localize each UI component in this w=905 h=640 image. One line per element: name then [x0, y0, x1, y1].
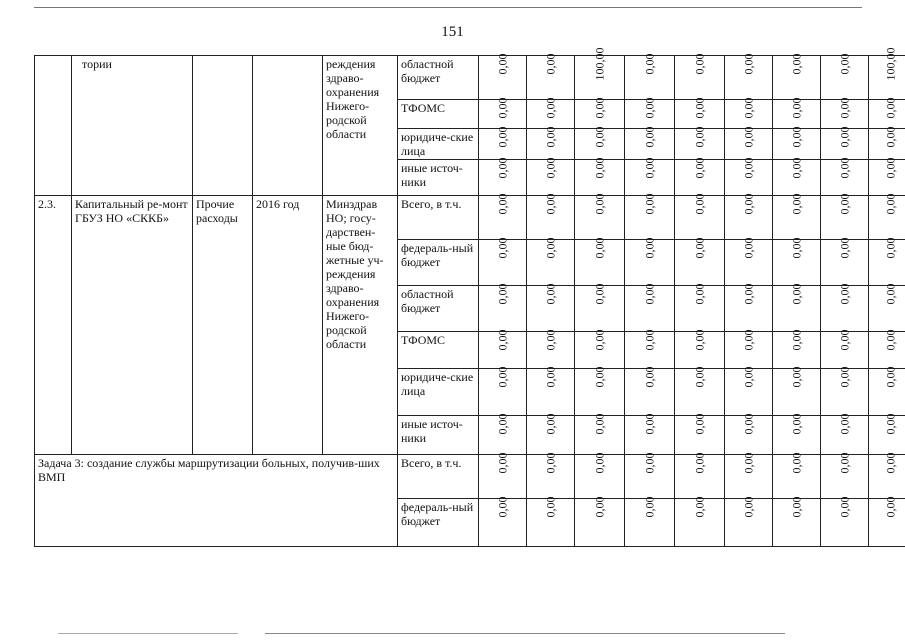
value-cell: [625, 126, 675, 160]
value-text: 0,00: [692, 283, 707, 305]
value-cell: [869, 496, 905, 547]
value-text: 0,00: [789, 237, 804, 259]
value-cell: [869, 157, 905, 196]
value-cell: [675, 237, 725, 286]
value-cell: [725, 237, 773, 286]
name-cell: тории: [72, 56, 193, 196]
value-cell: [479, 53, 527, 100]
value-cell: [869, 413, 905, 455]
value-cell: [773, 283, 821, 332]
value-text: 0,00: [495, 157, 510, 179]
value-cell: [479, 366, 527, 416]
value-cell: [575, 329, 625, 369]
value-text: 0,00: [692, 126, 707, 148]
value-cell: [625, 157, 675, 196]
value-text: 0,00: [837, 53, 852, 75]
value-text: 0,00: [495, 366, 510, 388]
value-cell: [625, 193, 675, 240]
value-text: 0,00: [642, 329, 657, 351]
value-cell: [527, 283, 575, 332]
value-text: 0,00: [642, 366, 657, 388]
value-cell: [625, 53, 675, 100]
value-cell: [725, 366, 773, 416]
table-row: [35, 455, 905, 499]
value-text: 0,00: [789, 283, 804, 305]
value-text: 0,00: [592, 452, 607, 474]
value-text: 0,00: [741, 157, 756, 179]
value-cell: [773, 126, 821, 160]
value-text: 0,00: [837, 413, 852, 435]
value-cell: [773, 496, 821, 547]
value-text: 0,00: [495, 283, 510, 305]
value-cell: [527, 366, 575, 416]
value-text: 0,00: [837, 97, 852, 119]
value-text: 0,00: [883, 97, 898, 119]
value-cell: [527, 413, 575, 455]
value-cell: [479, 283, 527, 332]
value-cell: [575, 193, 625, 240]
value-text: 0,00: [692, 53, 707, 75]
value-text: 0,00: [789, 157, 804, 179]
value-cell: [869, 366, 905, 416]
value-cell: [575, 366, 625, 416]
value-text: 0,00: [692, 157, 707, 179]
value-text: 100,00: [592, 47, 607, 81]
expense-type-cell: [193, 56, 253, 196]
value-cell: [675, 157, 725, 196]
value-text: 0,00: [741, 329, 756, 351]
value-text: 0,00: [692, 366, 707, 388]
value-text: 0,00: [741, 496, 756, 518]
value-text: 0,00: [543, 237, 558, 259]
value-cell: [725, 193, 773, 240]
bottom-rule-left: [58, 633, 238, 634]
value-text: 0,00: [543, 126, 558, 148]
value-text: 0,00: [495, 237, 510, 259]
value-text: 0,00: [883, 452, 898, 474]
number-cell: [35, 56, 72, 196]
value-cell: [821, 413, 869, 455]
value-cell: [527, 452, 575, 499]
value-text: 0,00: [741, 237, 756, 259]
value-cell: [773, 237, 821, 286]
value-text: 0,00: [543, 97, 558, 119]
funding-source-cell: федераль-ный бюджет: [398, 499, 479, 547]
item-number: 2.3.: [35, 196, 72, 455]
value-cell: [479, 496, 527, 547]
executor-cell: реждения здраво-охранения Нижего-родской области: [323, 56, 398, 196]
value-cell: [527, 126, 575, 160]
value-cell: [575, 496, 625, 547]
value-text: 0,00: [837, 366, 852, 388]
value-text: 0,00: [692, 329, 707, 351]
value-text: 0,00: [592, 366, 607, 388]
value-cell: [675, 366, 725, 416]
value-text: 0,00: [789, 496, 804, 518]
value-cell: [821, 157, 869, 196]
value-cell: [773, 97, 821, 129]
value-cell: [773, 157, 821, 196]
value-cell: [625, 496, 675, 547]
value-text: 0,00: [692, 237, 707, 259]
value-cell: [773, 193, 821, 240]
value-cell: [479, 413, 527, 455]
value-text: 0,00: [789, 452, 804, 474]
value-cell: [821, 193, 869, 240]
value-cell: [575, 413, 625, 455]
value-text: 0,00: [642, 53, 657, 75]
value-text: 0,00: [789, 413, 804, 435]
value-text: 0,00: [741, 193, 756, 215]
funding-source-cell: Всего, в т.ч.: [398, 455, 479, 499]
value-cell: [773, 366, 821, 416]
value-cell: [675, 193, 725, 240]
value-cell: [869, 47, 905, 100]
value-cell: [821, 366, 869, 416]
value-cell: [625, 237, 675, 286]
top-page-rule: [34, 7, 862, 8]
value-cell: [773, 413, 821, 455]
value-cell: [725, 53, 773, 100]
value-cell: [869, 283, 905, 332]
value-text: 0,00: [692, 97, 707, 119]
value-cell: [869, 193, 905, 240]
value-cell: [575, 97, 625, 129]
value-cell: [479, 157, 527, 196]
value-cell: [527, 53, 575, 100]
value-cell: [575, 452, 625, 499]
value-cell: [575, 283, 625, 332]
value-cell: [725, 413, 773, 455]
value-text: 0,00: [789, 193, 804, 215]
value-text: 0,00: [642, 283, 657, 305]
funding-source-cell: иные источ-ники: [398, 160, 479, 196]
value-text: 0,00: [741, 53, 756, 75]
value-cell: [575, 157, 625, 196]
value-cell: [725, 157, 773, 196]
value-text: 0,00: [495, 413, 510, 435]
value-text: 0,00: [692, 452, 707, 474]
value-text: 0,00: [741, 283, 756, 305]
page-number: 151: [441, 24, 464, 40]
value-text: 0,00: [883, 157, 898, 179]
period-cell: [253, 56, 323, 196]
funding-source-cell: федераль-ный бюджет: [398, 240, 479, 286]
table-row: [35, 196, 905, 240]
value-cell: [527, 496, 575, 547]
value-cell: [675, 53, 725, 100]
value-text: 0,00: [837, 452, 852, 474]
value-cell: [675, 413, 725, 455]
value-cell: [869, 329, 905, 369]
value-text: 100,00: [883, 47, 898, 81]
value-cell: [675, 283, 725, 332]
funding-source-cell: областной бюджет: [398, 56, 479, 100]
value-text: 0,00: [741, 413, 756, 435]
value-text: 0,00: [692, 193, 707, 215]
value-text: 0,00: [741, 452, 756, 474]
funding-source-cell: ТФОМС: [398, 100, 479, 129]
period: 2016 год: [253, 196, 323, 455]
value-cell: [479, 329, 527, 369]
value-text: 0,00: [883, 496, 898, 518]
value-cell: [479, 97, 527, 129]
expense-type: Прочие расходы: [193, 196, 253, 455]
value-cell: [725, 97, 773, 129]
task-title: Задача 3: создание службы маршрутизации больных, получив-ших ВМП: [35, 455, 398, 547]
value-cell: [869, 452, 905, 499]
value-cell: [821, 53, 869, 100]
value-text: 0,00: [642, 413, 657, 435]
funding-source-cell: юридиче-ские лица: [398, 369, 479, 416]
value-text: 0,00: [592, 193, 607, 215]
value-text: 0,00: [837, 237, 852, 259]
value-text: 0,00: [543, 53, 558, 75]
value-cell: [479, 452, 527, 499]
value-cell: [821, 237, 869, 286]
value-cell: [527, 97, 575, 129]
value-cell: [821, 329, 869, 369]
value-cell: [479, 237, 527, 286]
value-cell: [625, 366, 675, 416]
value-cell: [625, 283, 675, 332]
value-cell: [821, 126, 869, 160]
value-text: 0,00: [789, 329, 804, 351]
value-cell: [869, 97, 905, 129]
value-cell: [625, 452, 675, 499]
value-text: 0,00: [837, 157, 852, 179]
value-cell: [625, 329, 675, 369]
value-text: 0,00: [543, 413, 558, 435]
value-text: 0,00: [495, 126, 510, 148]
value-text: 0,00: [495, 452, 510, 474]
value-text: 0,00: [495, 329, 510, 351]
value-text: 0,00: [883, 283, 898, 305]
funding-source-cell: ТФОМС: [398, 332, 479, 369]
value-text: 0,00: [543, 452, 558, 474]
value-cell: [725, 126, 773, 160]
value-text: 0,00: [592, 413, 607, 435]
value-cell: [479, 193, 527, 240]
value-cell: [575, 237, 625, 286]
value-text: 0,00: [495, 193, 510, 215]
value-text: 0,00: [543, 193, 558, 215]
value-text: 0,00: [883, 237, 898, 259]
value-text: 0,00: [543, 157, 558, 179]
value-text: 0,00: [692, 496, 707, 518]
value-cell: [773, 53, 821, 100]
value-cell: [527, 157, 575, 196]
value-text: 0,00: [592, 329, 607, 351]
value-text: 0,00: [789, 53, 804, 75]
value-text: 0,00: [642, 97, 657, 119]
value-text: 0,00: [592, 97, 607, 119]
value-cell: [773, 452, 821, 499]
value-text: 0,00: [883, 329, 898, 351]
value-text: 0,00: [883, 366, 898, 388]
value-cell: [725, 283, 773, 332]
executor: Минздрав НО; госу-дарствен-ные бюд-жетные уч-реждения здраво-охранения Нижего-родской области: [323, 196, 398, 455]
value-text: 0,00: [837, 283, 852, 305]
item-name: Капитальный ре-монт ГБУЗ НО «СККБ»: [72, 196, 193, 455]
value-cell: [725, 452, 773, 499]
value-cell: [625, 413, 675, 455]
value-text: 0,00: [543, 329, 558, 351]
value-text: 0,00: [592, 237, 607, 259]
value-text: 0,00: [495, 97, 510, 119]
value-cell: [527, 329, 575, 369]
value-text: 0,00: [883, 413, 898, 435]
value-cell: [725, 496, 773, 547]
funding-source-cell: юридиче-ские лица: [398, 129, 479, 160]
value-text: 0,00: [642, 237, 657, 259]
value-text: 0,00: [883, 126, 898, 148]
value-cell: [821, 283, 869, 332]
value-cell: [675, 452, 725, 499]
value-cell: [675, 329, 725, 369]
value-text: 0,00: [692, 413, 707, 435]
value-text: 0,00: [837, 329, 852, 351]
value-text: 0,00: [642, 157, 657, 179]
value-text: 0,00: [642, 496, 657, 518]
value-cell: [575, 47, 625, 100]
value-text: 0,00: [789, 97, 804, 119]
value-cell: [675, 126, 725, 160]
value-cell: [821, 452, 869, 499]
value-text: 0,00: [741, 97, 756, 119]
value-cell: [725, 329, 773, 369]
value-cell: [575, 126, 625, 160]
value-text: 0,00: [543, 496, 558, 518]
value-cell: [625, 97, 675, 129]
value-text: 0,00: [543, 366, 558, 388]
value-text: 0,00: [789, 126, 804, 148]
funding-source-cell: областной бюджет: [398, 286, 479, 332]
value-text: 0,00: [789, 366, 804, 388]
value-text: 0,00: [495, 496, 510, 518]
value-cell: [821, 496, 869, 547]
value-cell: [675, 97, 725, 129]
funding-source-cell: иные источ-ники: [398, 416, 479, 455]
value-cell: [821, 97, 869, 129]
value-text: 0,00: [592, 496, 607, 518]
value-text: 0,00: [837, 193, 852, 215]
value-text: 0,00: [883, 193, 898, 215]
value-cell: [869, 237, 905, 286]
value-text: 0,00: [837, 496, 852, 518]
value-text: 0,00: [592, 126, 607, 148]
value-text: 0,00: [642, 126, 657, 148]
value-cell: [869, 126, 905, 160]
value-cell: [773, 329, 821, 369]
value-text: 0,00: [837, 126, 852, 148]
funding-source-cell: Всего, в т.ч.: [398, 196, 479, 240]
value-text: 0,00: [741, 126, 756, 148]
value-text: 0,00: [642, 193, 657, 215]
value-text: 0,00: [495, 53, 510, 75]
budget-table: [34, 47, 905, 547]
value-text: 0,00: [741, 366, 756, 388]
value-text: 0,00: [642, 452, 657, 474]
value-cell: [527, 193, 575, 240]
value-text: 0,00: [592, 283, 607, 305]
value-cell: [527, 237, 575, 286]
value-cell: [479, 126, 527, 160]
bottom-rule: [265, 633, 785, 634]
table-row: [35, 56, 905, 100]
value-text: 0,00: [543, 283, 558, 305]
value-cell: [675, 496, 725, 547]
value-text: 0,00: [592, 157, 607, 179]
